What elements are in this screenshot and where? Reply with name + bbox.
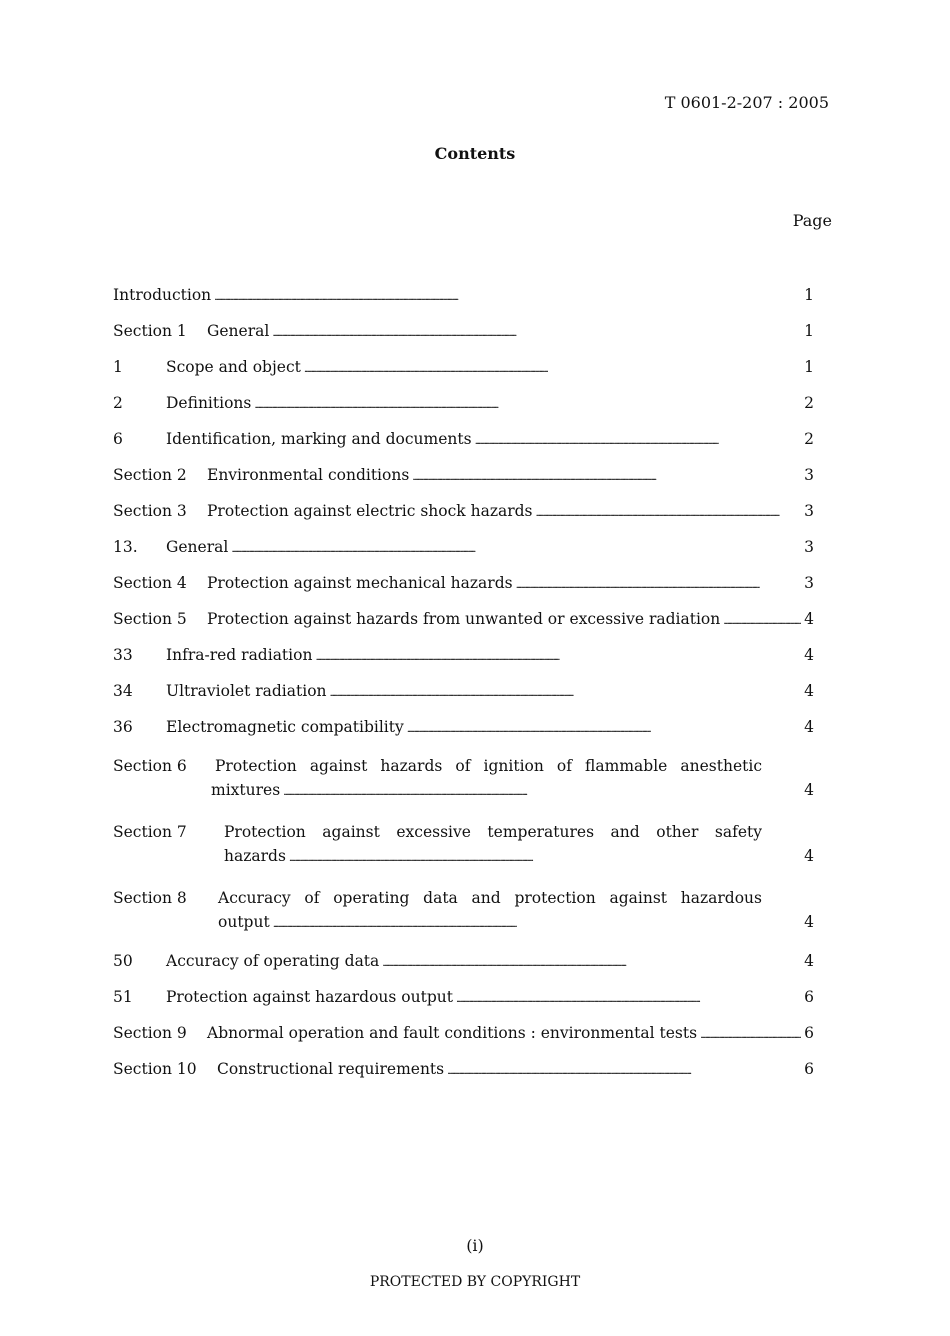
toc-entry-section-3[interactable] xyxy=(113,502,814,523)
toc-title: Constructional requirements xyxy=(217,1060,445,1078)
toc-number: 50 xyxy=(113,952,133,970)
dot-leader xyxy=(214,286,801,307)
dot-leader xyxy=(289,844,801,871)
toc-page: 4 xyxy=(804,913,814,931)
dot-leader xyxy=(330,682,802,703)
toc-title: General xyxy=(207,322,270,340)
dot-leader xyxy=(516,574,802,595)
dot-leader xyxy=(447,1060,801,1081)
dot-leader xyxy=(273,910,801,937)
toc-entry-section-5[interactable] xyxy=(113,610,814,631)
toc-title: General xyxy=(166,538,229,556)
toc-entry-section-6[interactable] xyxy=(113,754,814,805)
toc-label: Introduction xyxy=(113,286,212,304)
toc-page: 1 xyxy=(804,286,814,304)
dot-leader xyxy=(700,1024,801,1045)
toc-number: 33 xyxy=(113,646,133,664)
toc-number: 36 xyxy=(113,718,133,736)
toc-title: Electromagnetic compatibility xyxy=(166,718,404,736)
toc-page: 4 xyxy=(804,781,814,799)
toc-number: Section 1 xyxy=(113,322,187,340)
toc-entry-section-2[interactable] xyxy=(113,466,814,487)
dot-leader xyxy=(283,778,801,805)
toc-entry-section-9[interactable] xyxy=(113,1024,814,1045)
dot-leader xyxy=(407,718,801,739)
toc-title: Protection against hazards from unwanted or excessive radiation xyxy=(207,610,721,628)
toc-page: 1 xyxy=(804,322,814,340)
dot-leader xyxy=(456,988,801,1009)
toc-title: Scope and object xyxy=(166,358,301,376)
toc-number: 1 xyxy=(113,358,123,376)
toc-number: Section 7 xyxy=(113,823,187,841)
dot-leader xyxy=(536,502,802,523)
toc-title: Abnormal operation and fault conditions : environmental tests xyxy=(207,1024,698,1042)
toc-title: Protection against mechanical hazards xyxy=(207,574,513,592)
toc-title-line-2: hazards xyxy=(224,847,286,865)
page-title: Contents xyxy=(434,144,516,163)
toc-title-line-1: Protection against excessive temperatures and other safety xyxy=(224,823,762,841)
toc-number: 2 xyxy=(113,394,123,412)
toc-number: Section 2 xyxy=(113,466,187,484)
toc-title: Environmental conditions xyxy=(207,466,410,484)
table-of-contents xyxy=(113,286,814,1096)
dot-leader xyxy=(315,646,801,667)
toc-page: 6 xyxy=(804,1024,814,1042)
toc-page: 6 xyxy=(804,988,814,1006)
toc-entry-6[interactable] xyxy=(113,430,814,451)
toc-title-line-2: mixtures xyxy=(211,781,281,799)
toc-entry-introduction[interactable] xyxy=(113,286,814,307)
toc-entry-section-4[interactable] xyxy=(113,574,814,595)
toc-title: Identification, marking and documents xyxy=(166,430,472,448)
document-number: T 0601-2-207 : 2005 xyxy=(664,93,829,112)
toc-title: Ultraviolet radiation xyxy=(166,682,327,700)
toc-page: 4 xyxy=(804,718,814,736)
toc-entry-section-1[interactable] xyxy=(113,322,814,343)
toc-entry-34[interactable] xyxy=(113,682,814,703)
toc-page: 3 xyxy=(804,466,814,484)
toc-entry-section-7[interactable] xyxy=(113,820,814,871)
toc-number: Section 3 xyxy=(113,502,187,520)
dot-leader xyxy=(304,358,801,379)
toc-page: 3 xyxy=(804,574,814,592)
toc-page: 6 xyxy=(804,1060,814,1078)
dot-leader xyxy=(412,466,801,487)
footer-page-number: (i) xyxy=(466,1236,484,1255)
dot-leader xyxy=(272,322,801,343)
toc-page: 4 xyxy=(804,847,814,865)
toc-page: 4 xyxy=(804,682,814,700)
toc-number: Section 5 xyxy=(113,610,187,628)
toc-title-line-1: Accuracy of operating data and protection against hazardous xyxy=(218,889,762,907)
dot-leader xyxy=(231,538,801,559)
toc-entry-section-10[interactable] xyxy=(113,1060,814,1081)
toc-title: Definitions xyxy=(166,394,252,412)
toc-title-line-2: output xyxy=(218,913,270,931)
page-column-heading: Page xyxy=(792,211,832,230)
toc-entry-section-8[interactable] xyxy=(113,886,814,937)
toc-entry-2[interactable] xyxy=(113,394,814,415)
toc-title-line-1: Protection against hazards of ignition of flammable anesthetic xyxy=(215,757,762,775)
toc-number: Section 10 xyxy=(113,1060,197,1078)
toc-number: Section 4 xyxy=(113,574,187,592)
toc-entry-51[interactable] xyxy=(113,988,814,1009)
toc-page: 4 xyxy=(804,952,814,970)
toc-number: Section 6 xyxy=(113,757,187,775)
toc-entry-1[interactable] xyxy=(113,358,814,379)
toc-title: Infra-red radiation xyxy=(166,646,313,664)
toc-number: 6 xyxy=(113,430,123,448)
toc-number: 51 xyxy=(113,988,133,1006)
toc-number: 13. xyxy=(113,538,138,556)
toc-page: 2 xyxy=(804,394,814,412)
toc-number: Section 8 xyxy=(113,889,187,907)
toc-title: Accuracy of operating data xyxy=(166,952,380,970)
dot-leader xyxy=(382,952,801,973)
toc-page: 4 xyxy=(804,646,814,664)
toc-title: Protection against hazardous output xyxy=(166,988,453,1006)
dot-leader xyxy=(254,394,801,415)
toc-entry-50[interactable] xyxy=(113,952,814,973)
dot-leader xyxy=(723,610,801,631)
toc-title: Protection against electric shock hazards xyxy=(207,502,533,520)
toc-entry-36[interactable] xyxy=(113,718,814,739)
toc-page: 1 xyxy=(804,358,814,376)
toc-number: Section 9 xyxy=(113,1024,187,1042)
toc-number: 34 xyxy=(113,682,133,700)
toc-page: 4 xyxy=(804,610,814,628)
toc-page: 2 xyxy=(804,430,814,448)
toc-entry-33[interactable] xyxy=(113,646,814,667)
toc-page: 3 xyxy=(804,502,814,520)
toc-entry-13[interactable] xyxy=(113,538,814,559)
dot-leader xyxy=(475,430,802,451)
toc-page: 3 xyxy=(804,538,814,556)
copyright-notice: PROTECTED BY COPYRIGHT xyxy=(369,1274,581,1290)
